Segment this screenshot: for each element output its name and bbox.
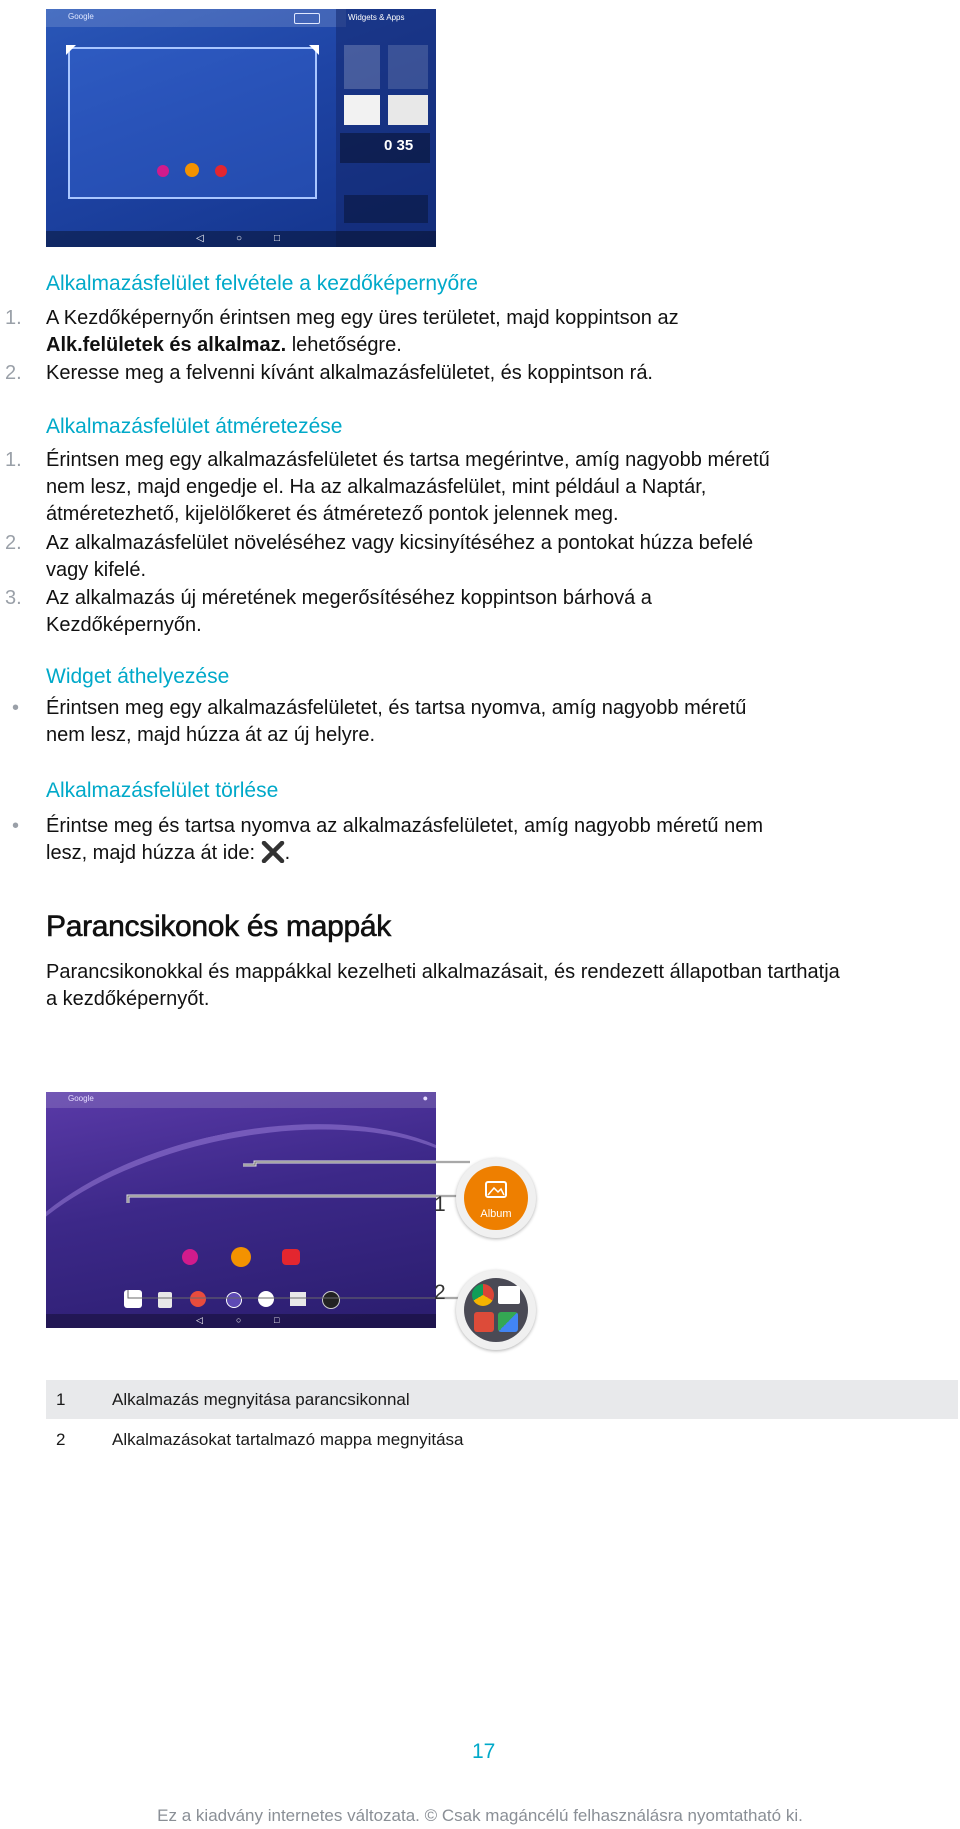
legend-row-2 (46, 1420, 958, 1459)
gmail-icon (498, 1286, 520, 1304)
home-icon: ○ (236, 1315, 242, 1325)
back-icon: ◁ (196, 233, 204, 244)
step-number: 1. (5, 307, 22, 329)
bullet-text (46, 813, 763, 871)
step-text-line: vagy kifelé. (46, 559, 147, 581)
page-number: 17 (472, 1740, 496, 1763)
intro-line: Parancsikonokkal és mappákkal kezelheti alkalmazásait, és rendezett állapotban tarthatja (46, 961, 840, 983)
step-text: Keresse meg a felvenni kívánt alkalmazásfelületet, és koppintson rá. (46, 362, 653, 384)
bullet-text-line: Érintse meg és tartsa nyomva az alkalmazásfelületet, amíg nagyobb méretű nem (46, 815, 764, 837)
footer-note: Ez a kiadvány internetes változata. © Csak magáncélú felhasználásra nyomtatható ki. (157, 1806, 803, 1825)
step-text-tail: lehetőségre. (286, 334, 402, 356)
step-number: 3. (5, 587, 22, 609)
chrome-icon (472, 1284, 494, 1306)
step-text-line: Az alkalmazásfelület növeléséhez vagy kicsinyítéséhez a pontokat húzza befelé (46, 532, 754, 554)
section-heading-move-widget: Widget áthelyezése (46, 665, 230, 688)
search-label: Google (68, 1094, 94, 1103)
step-number: 2. (5, 362, 22, 384)
bullet-text-line: nem lesz, majd húzza át az új helyre. (46, 724, 376, 746)
bullet-text-tail: . (284, 842, 291, 864)
search-bar (46, 9, 346, 27)
step-text-line: Az alkalmazás új méretének megerősítéséhez koppintson bárhová a (46, 587, 652, 609)
step-text (46, 530, 753, 584)
section-heading-resize: Alkalmazásfelület átméretezése (46, 415, 343, 438)
widgets-screenshot (46, 9, 436, 247)
intro-line: a kezdőképernyőt. (46, 988, 210, 1010)
bullet-text-line: Érintsen meg egy alkalmazásfelületet, és tartsa nyomva, amíg nagyobb méretű (46, 697, 747, 719)
step-number: 1. (5, 449, 22, 471)
recents-icon: □ (274, 233, 281, 244)
section-intro (46, 959, 958, 1013)
callout-number-1: 1 (434, 1193, 446, 1216)
legend-num: 1 (56, 1390, 66, 1409)
nav-bar (46, 231, 436, 247)
step-text (46, 585, 652, 639)
maps-icon (498, 1312, 518, 1332)
album-label: Album (480, 1208, 512, 1220)
callout-number-2: 2 (434, 1281, 446, 1304)
bullet-text-line: lesz, majd húzza át ide: (46, 842, 261, 864)
section-heading-shortcuts: Parancsikonok és mappák (46, 910, 391, 943)
search-label: Google (68, 12, 94, 21)
album-callout-icon (456, 1158, 536, 1238)
bullet-icon: • (12, 815, 20, 837)
step-text-line: Érintsen meg egy alkalmazásfelületet és tartsa megérintve, amíg nagyobb méretű (46, 449, 770, 471)
album-icon (185, 163, 199, 177)
google-plus-icon (474, 1312, 494, 1332)
step-number: 2. (5, 532, 22, 554)
widgets-and-apps-option: Alk.felületek és alkalmaz. (46, 334, 287, 356)
section-heading-delete-widget: Alkalmazásfelület törlése (46, 779, 279, 802)
step-text (46, 305, 926, 359)
bullet-text (46, 695, 746, 749)
back-icon: ◁ (196, 1315, 203, 1325)
legend-text: Alkalmazás megnyitása parancsikonnal (112, 1390, 410, 1409)
widgets-panel (336, 9, 436, 247)
step-text-line: Kezdőképernyőn. (46, 614, 202, 636)
section-heading-add-widget: Alkalmazásfelület felvétele a kezdőképernyőre (46, 272, 478, 295)
legend-text: Alkalmazásokat tartalmazó mappa megnyitása (112, 1430, 464, 1449)
step-text-line: nem lesz, majd engedje el. Ha az alkalmazásfelület, mint például a Naptár, (46, 476, 707, 498)
folder-callout-icon (456, 1270, 536, 1350)
clock-widget: 0 35 (384, 137, 414, 154)
step-text-line: A Kezdőképernyőn érintsen meg egy üres területet, majd koppintson az (46, 307, 679, 329)
widgets-panel-title: Widgets & Apps (348, 13, 405, 22)
home-icon: ○ (236, 233, 243, 244)
delete-x-icon (261, 841, 285, 871)
step-text (46, 447, 770, 528)
bullet-icon: • (12, 697, 20, 719)
mic-icon: ● (422, 1093, 428, 1103)
home-preview (68, 47, 317, 199)
music-icon (157, 165, 169, 177)
recents-icon: □ (274, 1315, 280, 1325)
legend-row-1 (46, 1380, 958, 1419)
video-icon (215, 165, 227, 177)
legend-num: 2 (56, 1430, 66, 1449)
step-text-line: átméretezhető, kijelölőkeret és átméretező pontok jelennek meg. (46, 503, 619, 525)
